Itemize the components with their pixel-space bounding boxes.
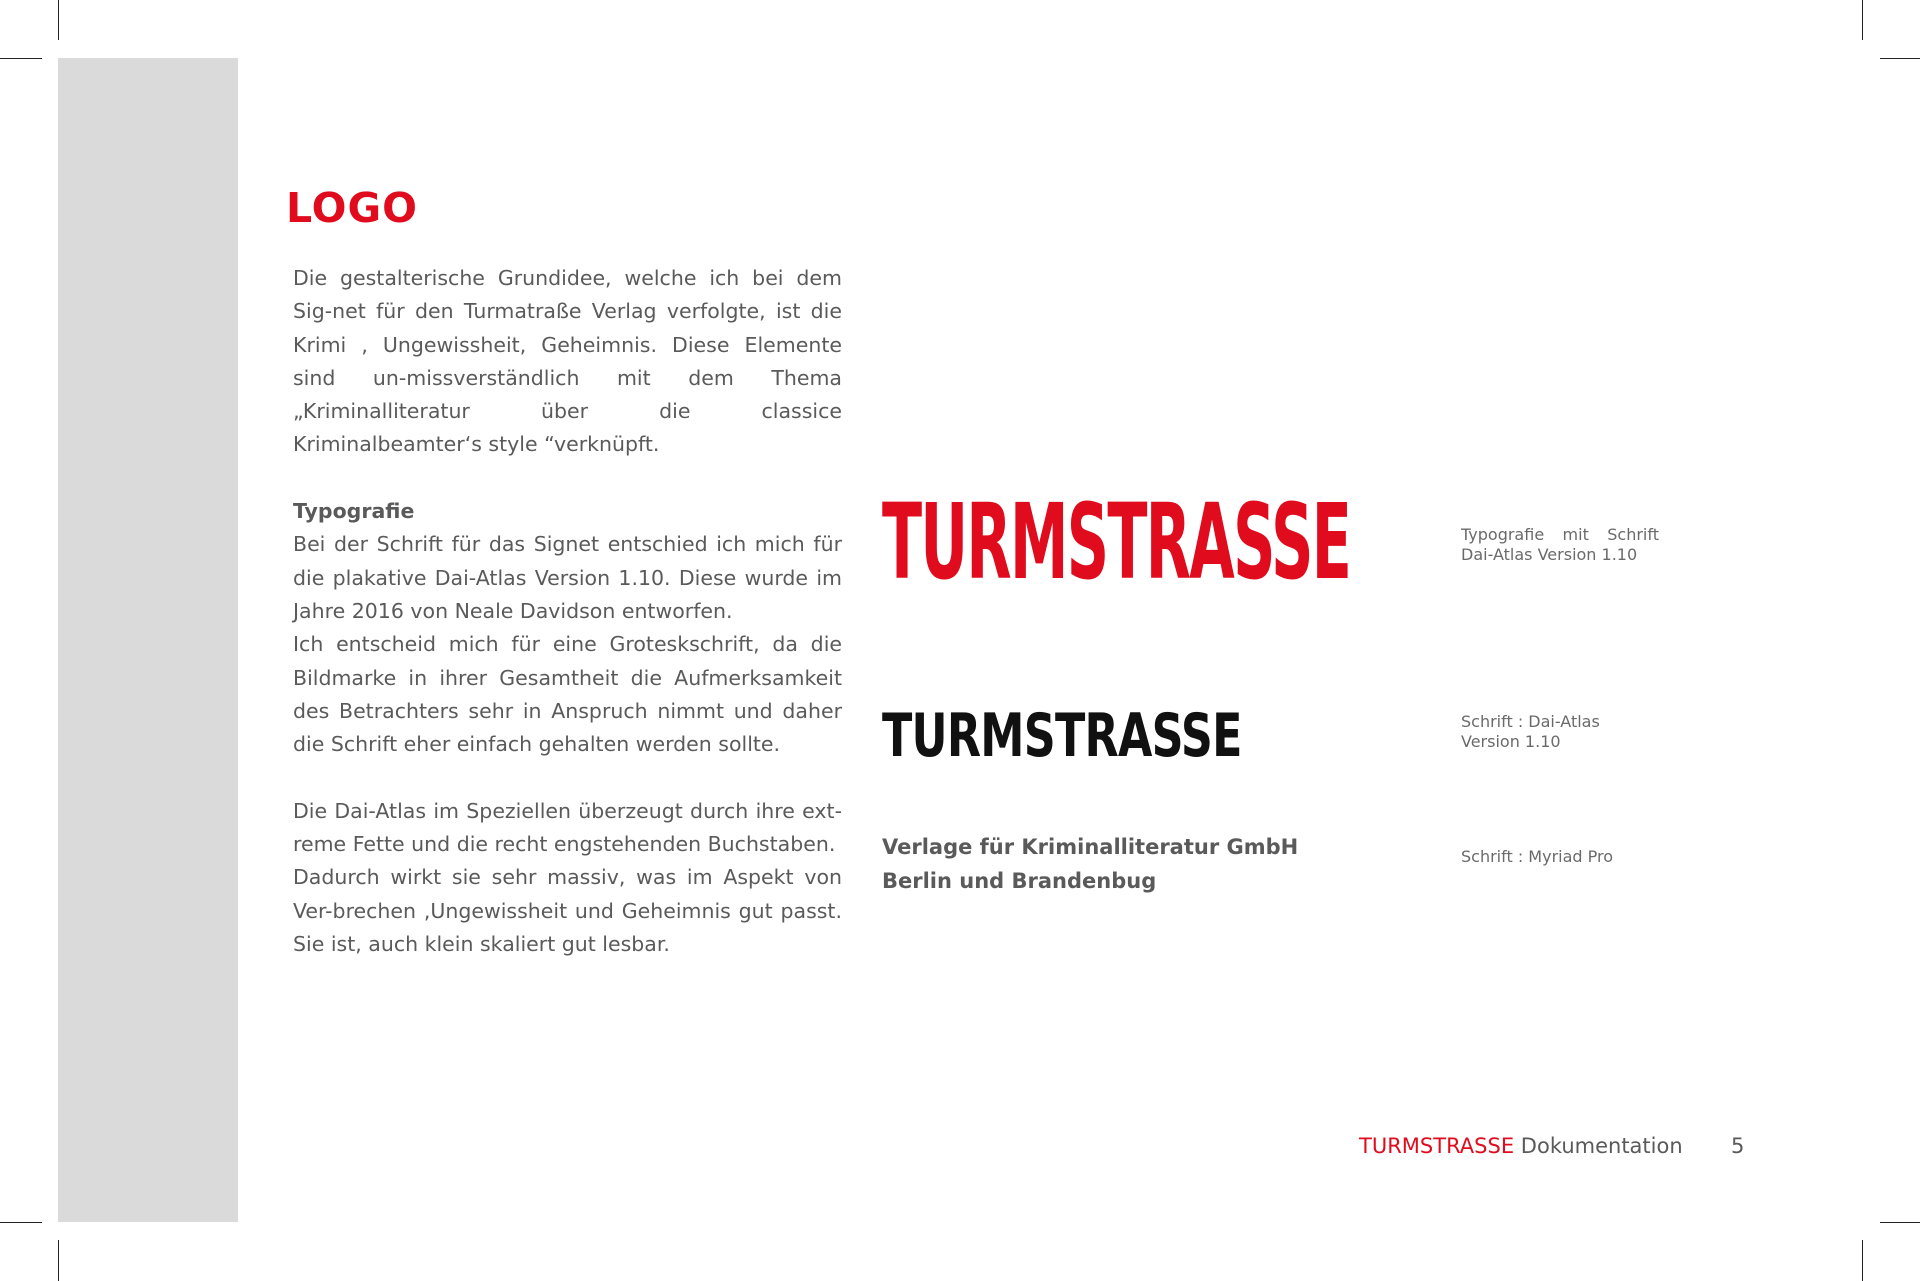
claim-line-2: Berlin und Brandenbug [882, 869, 1157, 893]
note-2-line-2: Version 1.10 [1461, 732, 1561, 751]
note-1-line-1: Typografie mit Schrift [1461, 525, 1659, 544]
footer-title [1359, 1131, 1683, 1161]
crop-mark-top-right-horizontal [1880, 58, 1920, 59]
note-3-line-1: Schrift : Myriad Pro [1461, 847, 1614, 866]
footer-label: Dokumentation [1520, 1134, 1683, 1158]
crop-mark-top-left-vertical [58, 0, 59, 40]
footer-brand: TURMSTRASSE [1359, 1134, 1515, 1158]
typografie-paragraph-2: Ich entscheid mich für eine Groteskschrift, da die Bildmarke in ihrer Gesamtheit die Aufmerksamkeit des Betrachters sehr in Anspruch nimmt und daher die Schrift eher einfach gehalten werden sollte. [293, 632, 842, 757]
intro-paragraph: Die gestalterische Grundidee, welche ich bei dem Sig-net für den Turmatraße Verlag verfolgte, ist die Krimi , Ungewissheit, Geheimnis. Diese Elemente sind un-missverständlich mit dem Thema „Kriminalliteratur über die classice Kriminalbeamter‘s style “verknüpft. [293, 266, 842, 457]
logo-wordmark-red: TURMSTRASSE [882, 481, 1351, 603]
grey-sidebar [58, 58, 238, 1222]
note-typography-red [1461, 525, 1659, 565]
typografie-paragraph-3: Die Dai-Atlas im Speziellen überzeugt durch ihre ext-reme Fette und die recht engstehenden Buchstaben. [293, 798, 842, 857]
crop-mark-top-left-horizontal [0, 58, 42, 59]
note-typography-claim [1461, 847, 1613, 867]
page-number: 5 [1731, 1134, 1745, 1158]
body-text [293, 262, 842, 961]
note-2-line-1: Schrift : Dai-Atlas [1461, 712, 1600, 731]
crop-mark-bottom-right-vertical [1862, 1240, 1863, 1281]
crop-mark-bottom-left-horizontal [0, 1222, 42, 1223]
logo-wordmark-black: TURMSTRASSE [882, 701, 1242, 771]
note-typography-black [1461, 712, 1600, 752]
typografie-paragraph-4: Dadurch wirkt sie sehr massiv, was im Aspekt von Ver-brechen ,Ungewissheit und Geheimnis gut passt. Sie ist, auch klein skaliert gut lesbar. [293, 865, 842, 956]
note-1-line-2: Dai-Atlas Version 1.10 [1461, 545, 1638, 564]
logo-claim [882, 830, 1298, 898]
page-heading: LOGO [286, 184, 419, 232]
typografie-paragraph-1: Bei der Schrift für das Signet entschied ich mich für die plakative Dai-Atlas Version 1.10. Diese wurde im Jahre 2016 von Neale Davidson entworfen. [293, 532, 842, 623]
crop-mark-bottom-left-vertical [58, 1240, 59, 1281]
crop-mark-top-right-vertical [1862, 0, 1863, 40]
typografie-subheading: Typografie [293, 499, 415, 524]
crop-mark-bottom-right-horizontal [1880, 1222, 1920, 1223]
claim-line-1: Verlage für Kriminalliteratur GmbH [882, 835, 1299, 859]
